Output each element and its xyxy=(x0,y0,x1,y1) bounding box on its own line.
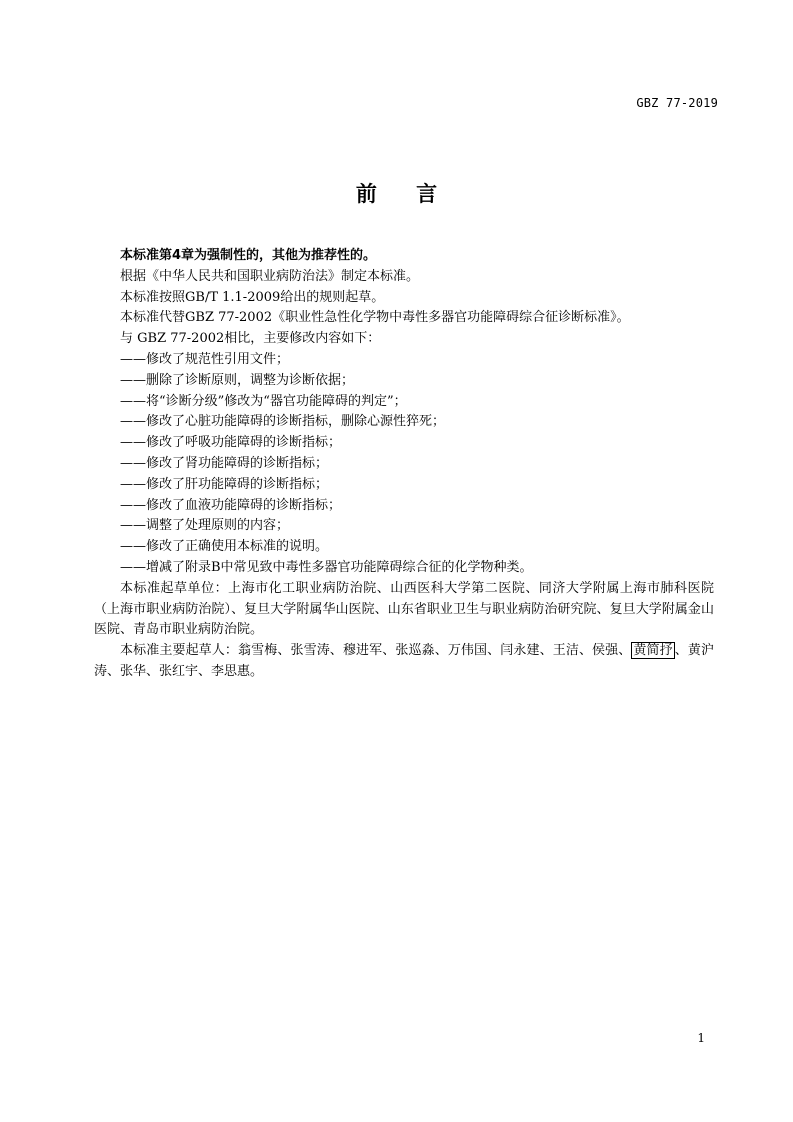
basis-paragraph: 根据《中华人民共和国职业病防治法》制定本标准。 xyxy=(120,268,420,284)
replaces-paragraph: 本标准代替GBZ 77-2002《职业性急性化学物中毒性多器官功能障碍综合征诊断标准》。 xyxy=(120,310,630,326)
change-item: ——修改了心脏功能障碍的诊断指标，删除心源性猝死； xyxy=(120,414,446,430)
change-item: ——修改了呼吸功能障碍的诊断指标； xyxy=(120,435,342,451)
change-item: ——修改了肾功能障碍的诊断指标； xyxy=(120,455,329,471)
mandatory-statement: 本标准第4章为强制性的，其他为推荐性的。 xyxy=(120,248,377,263)
change-item: ——修改了肝功能障碍的诊断指标； xyxy=(120,476,329,492)
drafting-rule-paragraph: 本标准按照GB/T 1.1-2009给出的规则起草。 xyxy=(120,289,385,305)
change-item: ——增减了附录B中常见致中毒性多器官功能障碍综合征的化学物种类。 xyxy=(120,559,533,575)
change-item: ——调整了处理原则的内容； xyxy=(120,518,290,534)
change-item: ——删除了诊断原则，调整为诊断依据； xyxy=(120,372,355,388)
title-char-2: 言 xyxy=(416,181,438,206)
page-number: 1 xyxy=(697,1031,705,1045)
change-item: ——修改了正确使用本标准的说明。 xyxy=(120,539,329,555)
change-item: ——修改了血液功能障碍的诊断指标； xyxy=(120,497,342,513)
change-list xyxy=(94,350,714,579)
highlighted-drafter-name: 黄简抒 xyxy=(633,643,673,659)
title-char-1: 前 xyxy=(355,181,377,206)
compare-paragraph: 与 GBZ 77-2002相比，主要修改内容如下： xyxy=(120,331,381,347)
page-title xyxy=(0,178,793,208)
drafters-paragraph xyxy=(94,641,714,683)
foreword-body xyxy=(94,246,714,683)
drafting-units-paragraph: 本标准起草单位：上海市化工职业病防治院、山西医科大学第二医院、同济大学附属上海市肺科医院（上海市职业病防治院）、复旦大学附属华山医院、山东省职业卫生与职业病防治研究院、复旦大学附属金山医院、青岛市职业病防治院。 xyxy=(94,580,714,638)
change-item: ——修改了规范性引用文件； xyxy=(120,351,290,367)
drafters-text: 本标准主要起草人：翁雪梅、张雪涛、穆进军、张巡淼、万伟国、闫永建、王洁、侯强、 xyxy=(120,643,632,659)
drafters-text-rest: 、黄沪涛、张华、张红宇、李思惠。 xyxy=(94,643,714,679)
change-item: ——将“诊断分级”修改为“器官功能障碍的判定”； xyxy=(120,393,407,409)
standard-code: GBZ 77-2019 xyxy=(636,96,718,110)
